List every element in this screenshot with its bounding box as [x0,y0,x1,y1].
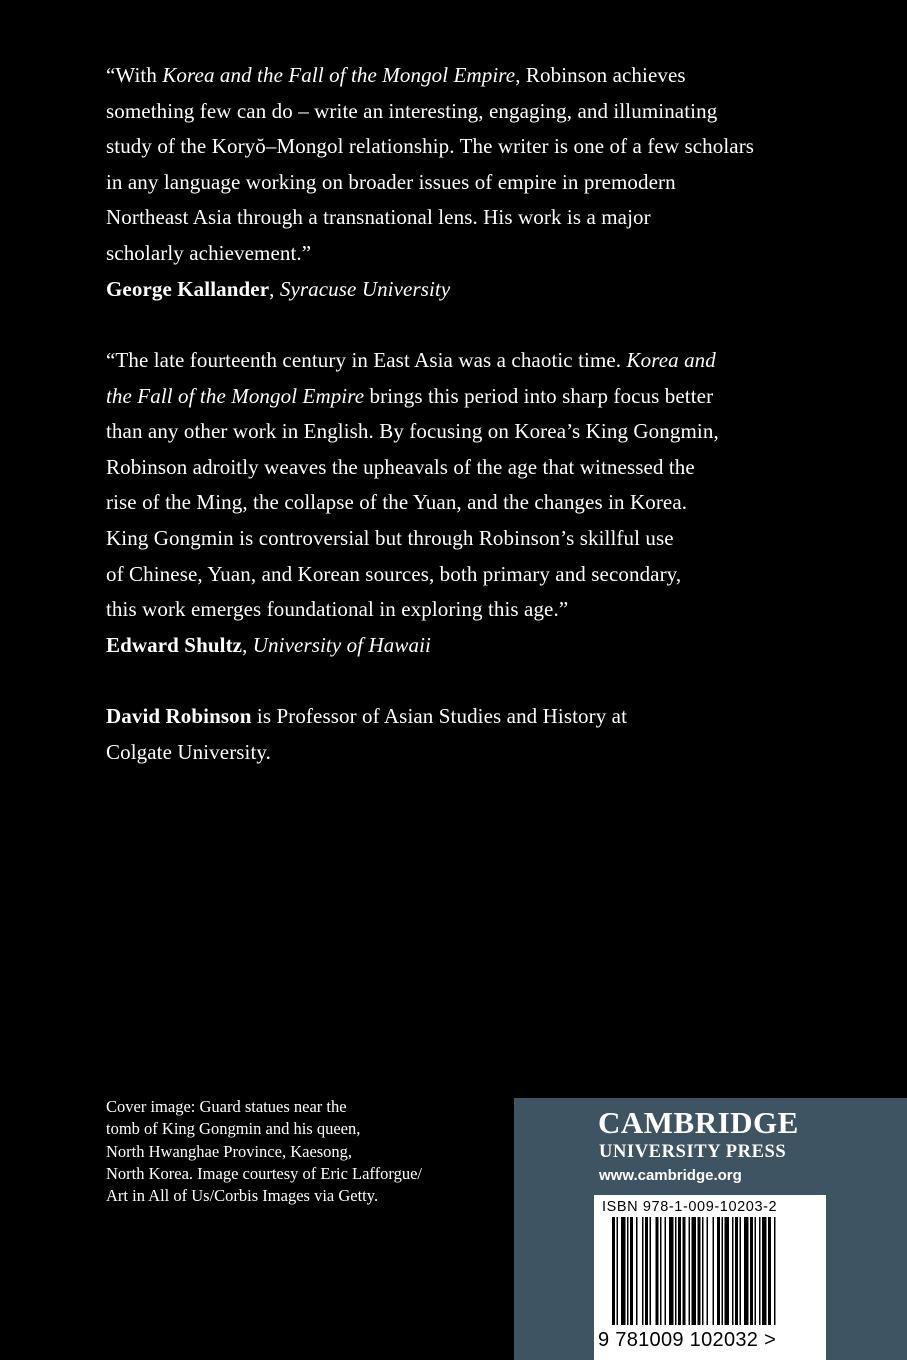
quote2-line-8: this work emerges foundational in exploring this age.” [106,597,569,622]
cover-image-credit [106,1096,506,1207]
quote1-line-3: study of the Koryŏ–Mongol relationship. The writer is one of a few scholars [106,134,755,159]
bio-author-name: David Robinson [106,704,252,728]
credit-line-3: North Hwanghae Province, Kaesong, [106,1141,353,1161]
quote2-line-5: rise of the Ming, the collapse of the Yuan, and the changes in Korea. [106,490,688,515]
barcode-bars [598,1217,822,1327]
publisher-name: CAMBRIDGE [598,1105,799,1140]
quote2-line-1: “The late fourteenth century in East Asia was a chaotic time. Korea and [106,348,716,372]
quote2-line-6: King Gongmin is controversial but through Robinson’s skillful use [106,525,674,550]
quote-shultz [106,343,806,663]
bio-line-2: Colgate University. [106,739,272,764]
quote1-line-2: something few can do – write an interesting, engaging, and illuminating [106,98,718,123]
credit-line-1: Cover image: Guard statues near the [106,1097,347,1116]
quote2-attribution: Edward Shultz, University of Hawaii [106,632,431,657]
quote2-author: Edward Shultz [106,632,243,657]
publisher-url: www.cambridge.org [599,1167,742,1184]
quote1-attribution: George Kallander, Syracuse University [106,276,451,301]
quote2-line-4: Robinson adroitly weaves the upheavals of the age that witnessed the [106,454,695,479]
barcode-box [594,1195,826,1360]
quote1-affiliation: Syracuse University [279,276,451,301]
quote1-line-6: scholarly achievement.” [106,240,312,265]
publisher-block [514,1098,907,1360]
quote2-line-2: the Fall of the Mongol Empire brings this period into sharp focus better [106,383,714,408]
quote1-author: George Kallander [106,276,270,301]
quote2-affiliation: University of Hawaii [252,632,431,657]
isbn-label: ISBN 978-1-009-10203-2 [602,1199,778,1215]
publisher-subtitle: UNIVERSITY PRESS [599,1142,787,1162]
bio-line-1: David Robinson is Professor of Asian Studies and History at [106,704,628,728]
barcode-digits: 9 781009 102032 > [598,1329,777,1351]
credit-line-2: tomb of King Gongmin and his queen, [106,1119,361,1139]
quote1-line-4: in any language working on broader issues of empire in premodern [106,169,676,194]
quote-kallander [106,58,806,307]
quote2-line-7: of Chinese, Yuan, and Korean sources, both primary and secondary, [106,561,682,586]
credit-line-4: North Korea. Image courtesy of Eric Lafforgue/ [106,1163,422,1183]
quote1-line-5: Northeast Asia through a transnational lens. His work is a major [106,205,651,230]
author-bio [106,699,806,770]
quote2-line-3: than any other work in English. By focusing on Korea’s King Gongmin, [106,419,719,444]
credit-line-5: Art in All of Us/Corbis Images via Getty. [106,1186,379,1206]
quote1-line-1: “With Korea and the Fall of the Mongol Empire, Robinson achieves [106,63,686,87]
